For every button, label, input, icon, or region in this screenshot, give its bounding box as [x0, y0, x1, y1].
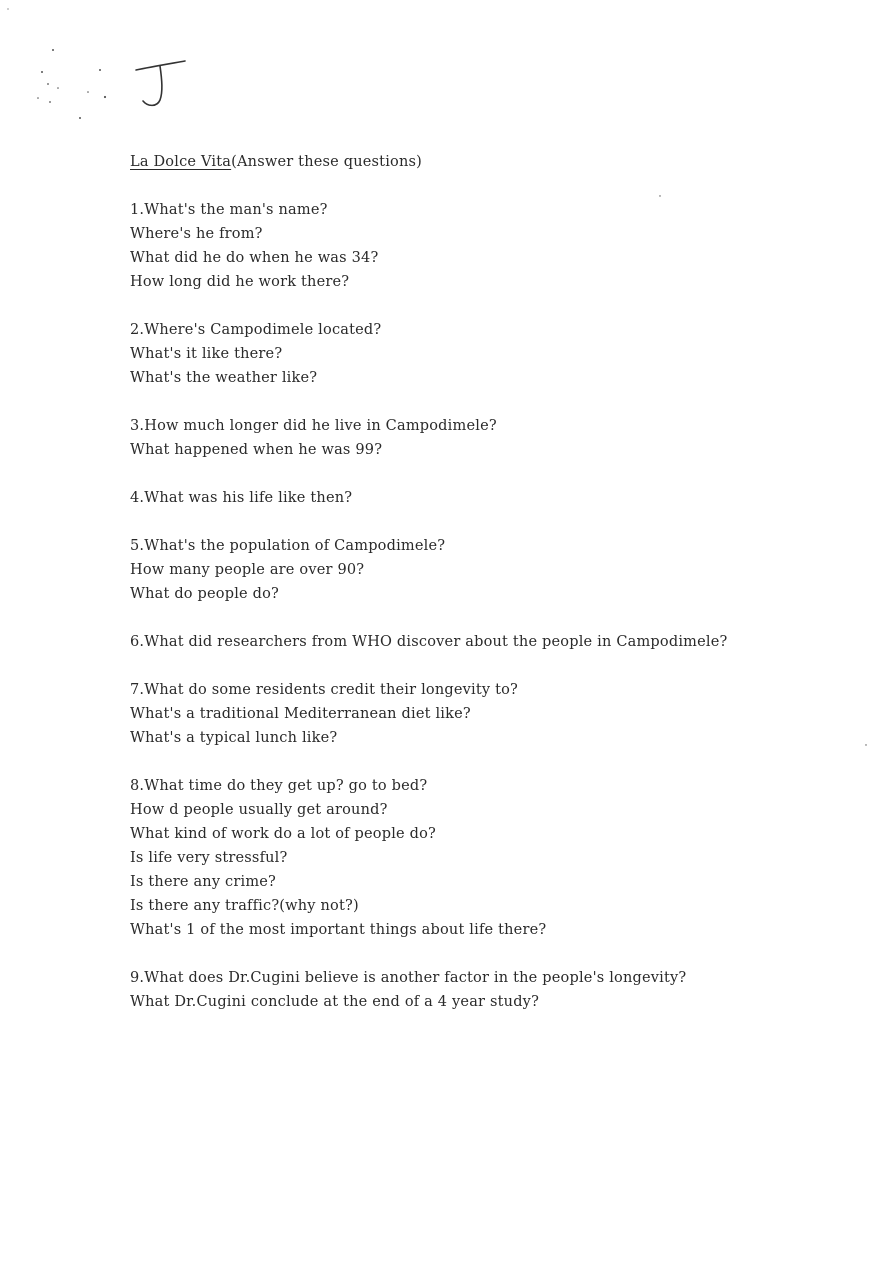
question-line: How d people usually get around?	[130, 802, 388, 818]
question-group-7	[130, 678, 830, 750]
question-line: Is there any crime?	[130, 874, 277, 890]
question-line: What happened when he was 99?	[130, 442, 383, 458]
question-line: 7.What do some residents credit their longevity to?	[130, 682, 519, 698]
title-underlined-text: La Dolce Vita	[130, 154, 232, 170]
question-line: Is life very stressful?	[130, 850, 288, 866]
question-line: 9.What does Dr.Cugini believe is another factor in the people's longevity?	[130, 970, 687, 986]
question-line: What did he do when he was 34?	[130, 250, 379, 266]
title-instruction-text: (Answer these questions)	[231, 154, 423, 170]
question-line: What kind of work do a lot of people do?	[130, 826, 437, 842]
worksheet-title	[130, 150, 830, 174]
handwritten-letter-icon	[136, 61, 185, 105]
question-group-4	[130, 486, 830, 510]
question-line: Is there any traffic?(why not?)	[130, 898, 359, 914]
question-line: 2.Where's Campodimele located?	[130, 322, 382, 338]
question-line: Where's he from?	[130, 226, 263, 242]
question-line: What Dr.Cugini conclude at the end of a 4 year study?	[130, 994, 540, 1010]
question-group-5	[130, 534, 830, 606]
question-group-6	[130, 630, 830, 654]
question-line: What's the weather like?	[130, 370, 318, 386]
question-line: 1.What's the man's name?	[130, 202, 328, 218]
question-group-9	[130, 966, 830, 1014]
question-line: How long did he work there?	[130, 274, 350, 290]
question-group-1	[130, 198, 830, 294]
question-line: What's a traditional Mediterranean diet like?	[130, 706, 471, 722]
question-line: 6.What did researchers from WHO discover about the people in Campodimele?	[130, 634, 728, 650]
worksheet-body	[130, 150, 830, 1038]
question-line: What's a typical lunch like?	[130, 730, 338, 746]
question-line: 8.What time do they get up? go to bed?	[130, 778, 428, 794]
question-group-2	[130, 318, 830, 390]
question-group-3	[130, 414, 830, 462]
question-line: 4.What was his life like then?	[130, 490, 353, 506]
question-group-8	[130, 774, 830, 942]
question-line: 5.What's the population of Campodimele?	[130, 538, 446, 554]
question-line: What do people do?	[130, 586, 280, 602]
question-line: 3.How much longer did he live in Campodimele?	[130, 418, 497, 434]
question-line: What's 1 of the most important things about life there?	[130, 922, 547, 938]
question-line: What's it like there?	[130, 346, 283, 362]
question-line: How many people are over 90?	[130, 562, 365, 578]
